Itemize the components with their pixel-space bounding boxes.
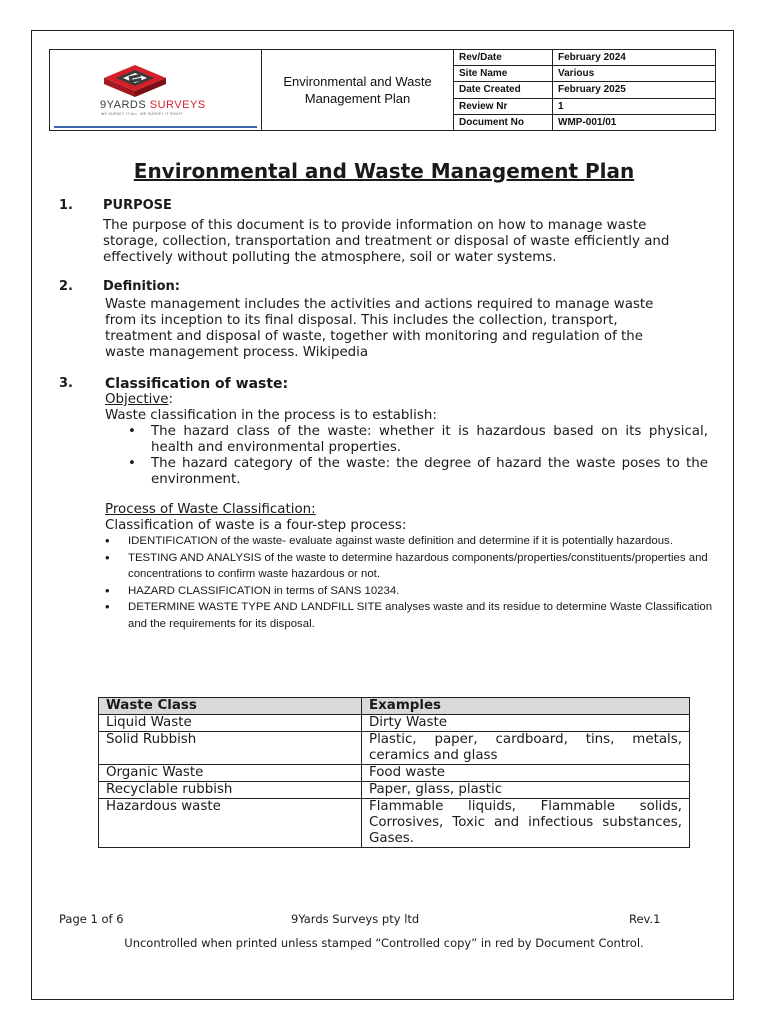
waste-class-cell: Solid Rubbish	[99, 732, 362, 765]
header-title: Environmental and Waste Management Plan	[262, 50, 454, 130]
meta-value: February 2024	[553, 50, 716, 66]
meta-value: WMP-001/01	[553, 114, 716, 130]
footer-control-note: Uncontrolled when printed unless stamped “Controlled copy” in red by Document Control.	[124, 936, 644, 950]
logo-underline	[54, 126, 257, 128]
meta-value: 1	[553, 98, 716, 114]
objective-intro: Waste classification in the process is to establish:	[105, 408, 437, 423]
waste-class-cell: Recyclable rubbish	[99, 782, 362, 799]
meta-row	[454, 98, 715, 114]
meta-row	[454, 82, 715, 98]
company-logo	[50, 50, 262, 130]
list-item: • The hazard class of the waste: whether it is hazardous based on its physical, health and environmental properties.	[128, 424, 708, 456]
column-header: Waste Class	[99, 698, 362, 715]
logo-emblem-icon	[102, 64, 168, 100]
column-header: Examples	[362, 698, 690, 715]
text-line: Waste management includes the activities and actions required to manage waste	[105, 297, 654, 312]
purpose-paragraph	[103, 218, 708, 266]
examples-cell: Plastic, paper, cardboard, tins, metals, ceramics and glass	[362, 732, 690, 765]
text-line: storage, collection, transportation and treatment or disposal of waste efficiently and	[103, 234, 670, 249]
section-heading-classification: Classification of waste:	[105, 376, 289, 392]
examples-cell: Food waste	[362, 765, 690, 782]
process-label: Process of Waste Classification:	[105, 502, 316, 517]
text-line: treatment and disposal of waste, together with monitoring and regulation of the	[105, 329, 644, 344]
section-heading-definition: Definition:	[103, 279, 181, 294]
meta-row	[454, 50, 715, 66]
page-number: Page 1 of 6	[59, 912, 124, 926]
text-line: The purpose of this document is to provide information on how to manage waste	[103, 218, 647, 233]
process-block	[105, 502, 710, 534]
meta-label: Document No	[454, 114, 553, 130]
waste-class-cell: Hazardous waste	[99, 799, 362, 848]
table-row	[99, 799, 690, 848]
logo-wordmark: 9YARDS SURVEYS	[100, 99, 206, 111]
meta-row	[454, 66, 715, 82]
list-item: • The hazard category of the waste: the degree of hazard the waste poses to the environment.	[128, 456, 708, 488]
text-line: waste management process. Wikipedia	[105, 345, 369, 360]
list-item: • DETERMINE WASTE TYPE AND LANDFILL SITE analyses waste and its residue to determine Waste Classification and the requirements for its disposal.	[103, 599, 713, 632]
footer-revision: Rev.1	[629, 912, 661, 926]
objective-colon: :	[168, 392, 174, 407]
logo-tagline: WE SURVEY IT ALL. WE SURVEY IT RIGHT.	[101, 112, 184, 116]
waste-class-table	[98, 697, 690, 848]
section-number: 2.	[59, 279, 73, 294]
section-number: 3.	[59, 376, 73, 391]
waste-class-cell: Organic Waste	[99, 765, 362, 782]
process-intro: Classification of waste is a four-step process:	[105, 518, 407, 533]
table-row	[99, 782, 690, 799]
meta-label: Review Nr	[454, 98, 553, 114]
text-line: from its inception to its final disposal. This includes the collection, transport,	[105, 313, 618, 328]
section-number: 1.	[59, 198, 73, 213]
table-header-row	[99, 698, 690, 715]
list-item: • IDENTIFICATION of the waste- evaluate against waste definition and determine if it is potentially hazardous.	[103, 533, 713, 550]
table-row	[99, 715, 690, 732]
meta-label: Rev/Date	[454, 50, 553, 66]
meta-value: February 2025	[553, 82, 716, 98]
table-row	[99, 765, 690, 782]
meta-label: Date Created	[454, 82, 553, 98]
examples-cell: Flammable liquids, Flammable solids, Corrosives, Toxic and infectious substances, Gases.	[362, 799, 690, 848]
text-line: effectively without polluting the atmosphere, soil or water systems.	[103, 250, 557, 265]
objective-bullet-list	[128, 424, 708, 488]
document-header	[49, 49, 716, 131]
meta-row	[454, 114, 715, 130]
document-title: Environmental and Waste Management Plan	[133, 159, 635, 183]
list-item: • TESTING AND ANALYSIS of the waste to determine hazardous components/properties/constituents/properties and concentrations to confirm waste hazardous or not.	[103, 550, 713, 583]
objective-label: Objective	[105, 392, 169, 407]
process-bullet-list	[103, 533, 713, 632]
section-heading-purpose: PURPOSE	[103, 198, 172, 213]
table-row	[99, 732, 690, 765]
objective-block	[105, 392, 710, 424]
examples-cell: Paper, glass, plastic	[362, 782, 690, 799]
examples-cell: Dirty Waste	[362, 715, 690, 732]
definition-paragraph	[105, 297, 710, 361]
waste-class-cell: Liquid Waste	[99, 715, 362, 732]
meta-value: Various	[553, 66, 716, 82]
footer-company: 9Yards Surveys pty ltd	[291, 912, 420, 926]
list-item: • HAZARD CLASSIFICATION in terms of SANS 10234.	[103, 583, 713, 600]
document-meta	[454, 50, 715, 130]
meta-label: Site Name	[454, 66, 553, 82]
